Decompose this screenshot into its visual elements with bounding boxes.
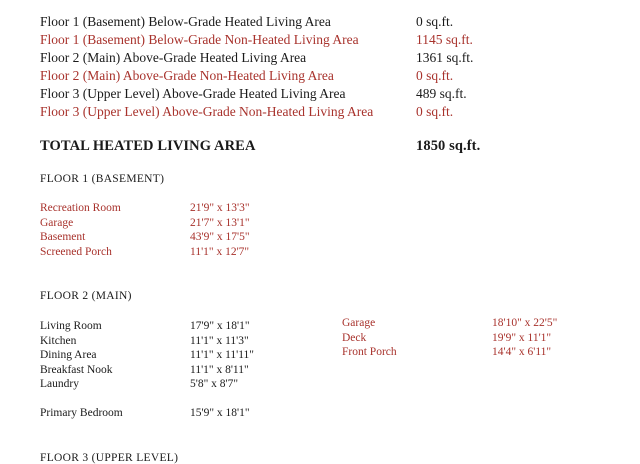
area-label-floor1-nonheated: Floor 1 (Basement) Below-Grade Non-Heated Living Area xyxy=(40,32,359,47)
room-name: Deck xyxy=(342,331,367,344)
room-name: Garage xyxy=(40,216,74,229)
total-heated-value: 1850 sq.ft. xyxy=(416,138,481,154)
area-label-floor2-nonheated: Floor 2 (Main) Above-Grade Non-Heated Living Area xyxy=(40,68,334,83)
room-dims: 19'9" x 11'1" xyxy=(492,331,552,344)
room-dims: 21'9" x 13'3" xyxy=(190,202,250,214)
room-dims: 43'9" x 17'5" xyxy=(190,231,250,243)
room-name: Dining Area xyxy=(40,349,97,361)
room-name: Recreation Room xyxy=(40,202,121,214)
room-name: Laundry xyxy=(40,378,79,390)
area-value-floor1-nonheated: 1145 sq.ft. xyxy=(416,32,473,47)
room-dims: 14'4" x 6'11" xyxy=(492,346,552,358)
section-title-floor3: FLOOR 3 (UPPER LEVEL) xyxy=(40,452,179,464)
area-value-floor3-heated: 489 sq.ft. xyxy=(416,86,467,101)
room-dims-primary-bedroom: 15'9" x 18'1" xyxy=(190,407,250,419)
total-heated-label: TOTAL HEATED LIVING AREA xyxy=(40,138,256,154)
room-dims: 21'7" x 13'1" xyxy=(190,216,250,229)
room-name: Kitchen xyxy=(40,334,77,347)
area-value-floor2-heated: 1361 sq.ft. xyxy=(416,50,474,65)
area-label-floor1-heated: Floor 1 (Basement) Below-Grade Heated Living Area xyxy=(40,14,331,29)
room-dims: 11'1" x 12'7" xyxy=(190,245,250,258)
room-name: Living Room xyxy=(40,320,102,332)
room-dims: 11'1" x 11'3" xyxy=(190,334,249,347)
room-dims: 18'10" x 22'5" xyxy=(492,317,558,329)
area-value-floor1-heated: 0 sq.ft. xyxy=(416,14,454,29)
area-label-floor3-heated: Floor 3 (Upper Level) Above-Grade Heated Living Area xyxy=(40,86,346,101)
room-name: Garage xyxy=(342,317,376,329)
area-value-floor2-nonheated: 0 sq.ft. xyxy=(416,68,454,83)
room-name: Front Porch xyxy=(342,346,397,358)
room-dims: 11'1" x 11'11" xyxy=(190,349,255,361)
section-title-floor1: FLOOR 1 (BASEMENT) xyxy=(40,173,165,185)
area-label-floor2-heated: Floor 2 (Main) Above-Grade Heated Living Area xyxy=(40,50,307,65)
room-dims: 17'9" x 18'1" xyxy=(190,320,250,332)
section-title-floor2: FLOOR 2 (MAIN) xyxy=(40,290,132,302)
room-dims: 5'8" x 8'7" xyxy=(190,378,239,390)
area-value-floor3-nonheated: 0 sq.ft. xyxy=(416,104,454,119)
room-name-primary-bedroom: Primary Bedroom xyxy=(40,407,123,419)
room-name: Breakfast Nook xyxy=(40,363,113,376)
room-name: Basement xyxy=(40,231,86,243)
room-dims: 11'1" x 8'11" xyxy=(190,363,249,376)
room-name: Screened Porch xyxy=(40,245,112,258)
area-label-floor3-nonheated: Floor 3 (Upper Level) Above-Grade Non-Heated Living Area xyxy=(40,104,374,119)
